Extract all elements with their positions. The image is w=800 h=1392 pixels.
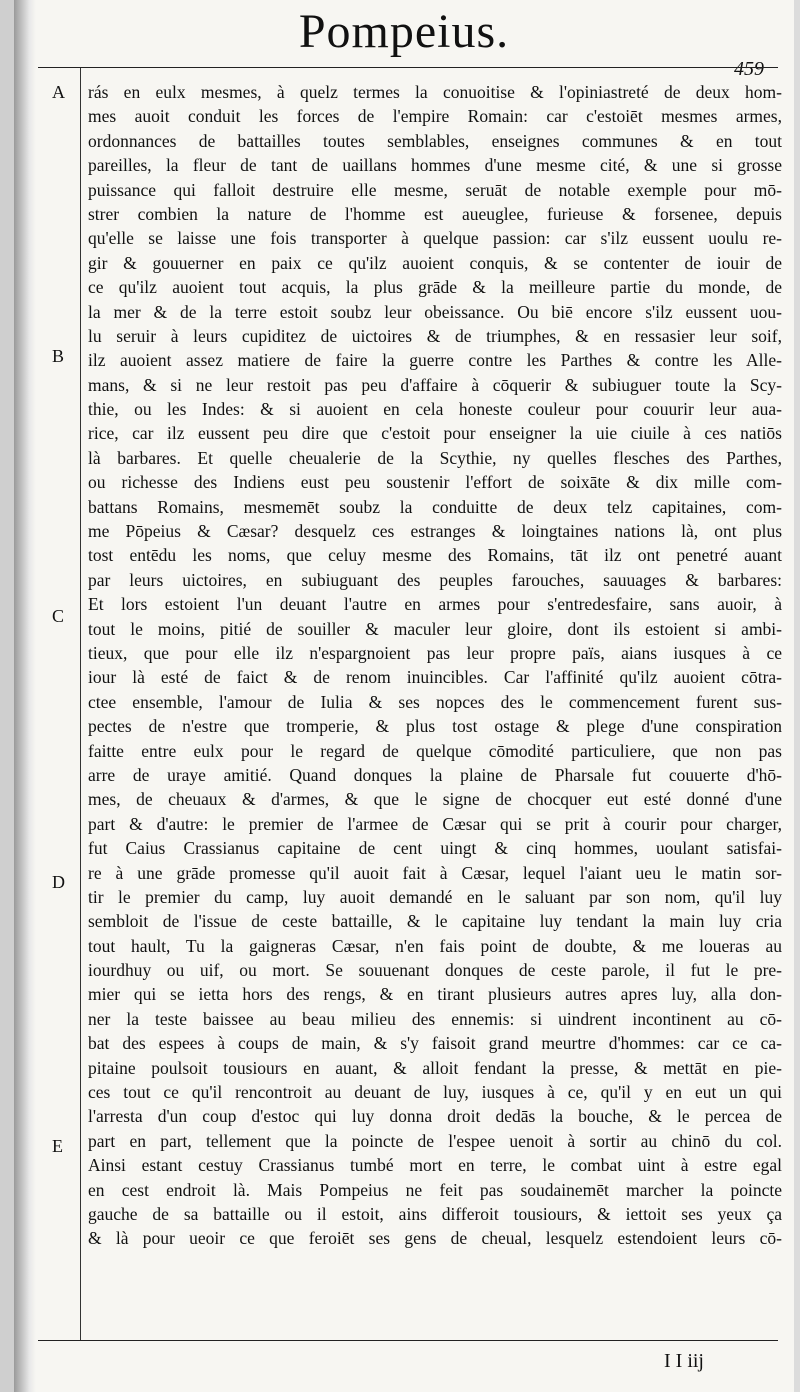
text-line: iour là esté de faict & de renom inuincibles. Car l'affinité qu'ilz auoient cōtra- xyxy=(88,667,782,688)
text-line: par leurs uictoires, en subiuguant des peuples farouches, sauuages & barbares: xyxy=(88,569,782,590)
text-line: part & d'autre: le premier de l'armee de Cæsar qui se prit à courir pour charger, xyxy=(88,813,782,834)
text-line: pectes de n'estre que tromperie, & plus tost ostage & plege d'une conspiration xyxy=(88,716,782,737)
header-rule xyxy=(38,67,778,68)
text-line: & là pour ueoir ce que feroiēt ses gens de cheual, lesquelz estendoient leurs cō- xyxy=(88,1228,782,1249)
text-line: la mer & de la terre estoit soubz leur obeissance. Ou biē encore s'ilz eussent uou- xyxy=(88,301,782,322)
margin-marker-c: C xyxy=(52,606,65,626)
text-line: qu'elle se laisse une fois transporter à quelque passion: car s'ilz eussent uoulu re- xyxy=(88,228,782,249)
text-line: lu seruir à leurs cupiditez de uictoires & de triumphes, & en ressasier leur soif, xyxy=(88,325,782,346)
margin-marker-d: D xyxy=(52,872,65,892)
margin-marker-a: A xyxy=(52,82,65,102)
text-line: sembloit de l'issue de ceste battaille, & le capitaine luy tendant la main luy cria xyxy=(88,911,782,932)
text-line: tir le premier du camp, luy auoit demandé en le saluant par son nom, qu'il luy xyxy=(88,886,782,907)
text-line: Ainsi estant cestuy Crassianus tumbé mort en terre, le combat uint à estre egal xyxy=(88,1155,782,1176)
text-line: rás en eulx mesmes, à quelz termes la conuoitise & l'opiniastreté de deux hom- xyxy=(88,82,782,102)
text-line: pitaine poulsoit tousiours en auant, & alloit fendant la presse, & mettāt en pie- xyxy=(88,1057,782,1078)
text-line: me Pōpeius & Cæsar? desquelz ces estranges & loingtaines nations là, ont plus xyxy=(88,521,782,542)
page-title: Pompeius. xyxy=(298,5,510,58)
margin-marker-e: E xyxy=(52,1136,63,1156)
page-gutter-shadow xyxy=(14,0,36,1392)
text-line: mes auoit conduit les forces de l'empire Romain: car c'estoiēt mesmes armes, xyxy=(88,106,782,127)
body-text xyxy=(88,80,782,1251)
text-line: en cest endroit là. Mais Pompeius ne feit pas soudainemēt marcher la poincte xyxy=(88,1179,782,1200)
text-line: re à une grāde promesse qu'il auoit fait à Cæsar, lequel l'aiant ueu le matin sor- xyxy=(88,862,782,883)
text-line: ce qu'ilz auoient tout acquis, la plus grāde & la meilleure partie du monde, de xyxy=(88,277,782,298)
text-line: faitte entre eulx pour le regard de quelque cōmodité particuliere, que non pas xyxy=(88,740,782,761)
text-line: Et lors estoient l'un deuant l'autre en armes pour s'entredesfaire, sans auoir, à xyxy=(88,594,782,615)
signature-mark: I I iij xyxy=(664,1350,704,1372)
text-line: ilz auoient assez matiere de faire la guerre contre les Parthes & contre les Alle- xyxy=(88,350,782,371)
text-line: ordonnances de battailles toutes semblables, enseignes communes & en tout xyxy=(88,130,782,151)
text-line: tout le moins, pitié de souiller & maculer leur gloire, dont ils estoient si ambi- xyxy=(88,618,782,639)
text-line: iourdhuy ou uif, ou mort. Se souuenant donques de ceste parole, il fut le pre- xyxy=(88,960,782,981)
text-line: gir & gouuerner en paix ce qu'ilz auoient conquis, & se contenter de iouir de xyxy=(88,252,782,273)
text-line: battans Romains, mesmemēt soubz la conduitte de deux telz capitaines, com- xyxy=(88,496,782,517)
text-line: tieux, que pour elle ilz n'espargnoient pas leur propre païs, aians iusques à ce xyxy=(88,642,782,663)
footer-rule xyxy=(38,1340,778,1341)
page-number: 459 xyxy=(734,58,764,80)
text-line: ou richesse des Indiens eust peu soustenir l'effort de soixāte & dix mille com- xyxy=(88,472,782,493)
text-line: bat des espees à coups de main, & s'y faisoit grand meurtre d'hommes: car ce ca- xyxy=(88,1033,782,1054)
text-line: part en part, tellement que la poincte de l'espee uenoit à sortir au chinō du col. xyxy=(88,1130,782,1151)
text-line: tost entēdu les noms, que celuy mesme des Romains, tāt ilz ont penetré auant xyxy=(88,545,782,566)
text-line: ner la teste baissee au beau milieu des ennemis: si uindrent incontinent au cō- xyxy=(88,1008,782,1029)
text-line: là barbares. Et quelle cheualerie de la Scythie, ny quelles flesches des Parthes, xyxy=(88,447,782,468)
text-line: pareilles, la fleur de tant de uaillans hommes d'une mesme cité, & une si grosse xyxy=(88,155,782,176)
text-line: mes, de cheuaux & d'armes, & que le signe de chocquer eut esté donné d'une xyxy=(88,789,782,810)
text-line: gauche de sa battaille ou il estoit, ains differoit tousiours, & iettoit ses yeux ça xyxy=(88,1203,782,1224)
margin-rule xyxy=(80,68,81,1340)
text-line: mier qui se ietta hors des rengs, & en tirant plusieurs autres apres luy, alla don- xyxy=(88,984,782,1005)
text-line: rice, car ilz eussent peu dire que c'estoit pour enseigner la uie ciuile à ces natiōs xyxy=(88,423,782,444)
text-line: thie, ou les Indes: & si auoient en cela honeste couleur pour couurir leur aua- xyxy=(88,399,782,420)
margin-marker-b: B xyxy=(52,346,65,366)
text-line: fut Caius Crassianus capitaine de cent uingt & cinq hommes, uoulant satisfai- xyxy=(88,838,782,859)
text-line: ces tout ce qu'il rencontroit au deuant de luy, iusques à ce, qu'il y en eut un qui xyxy=(88,1082,782,1103)
text-line: mans, & si ne leur restoit pas peu d'affaire à cōquerir & subiuguer toute la Scy- xyxy=(88,374,782,395)
text-line: strer combien la nature de l'homme est aueuglee, furieuse & forsenee, depuis xyxy=(88,203,782,224)
text-line: ctee ensemble, l'amour de Iulia & ses nopces des le commencement furent sus- xyxy=(88,691,782,712)
text-line: l'arresta d'un coup d'estoc qui luy donna droit dedās la bouche, & le percea de xyxy=(88,1106,782,1127)
text-line: arre de uraye amitié. Quand donques la plaine de Pharsale fut couuerte d'hō- xyxy=(88,764,782,785)
running-head xyxy=(14,0,794,80)
text-line: tout hault, Tu la gaigneras Cæsar, n'en fais point de doubte, & me loueras au xyxy=(88,935,782,956)
text-line: puissance qui falloit destruire elle mesme, seruāt de notable exemple pour mō- xyxy=(88,179,782,200)
